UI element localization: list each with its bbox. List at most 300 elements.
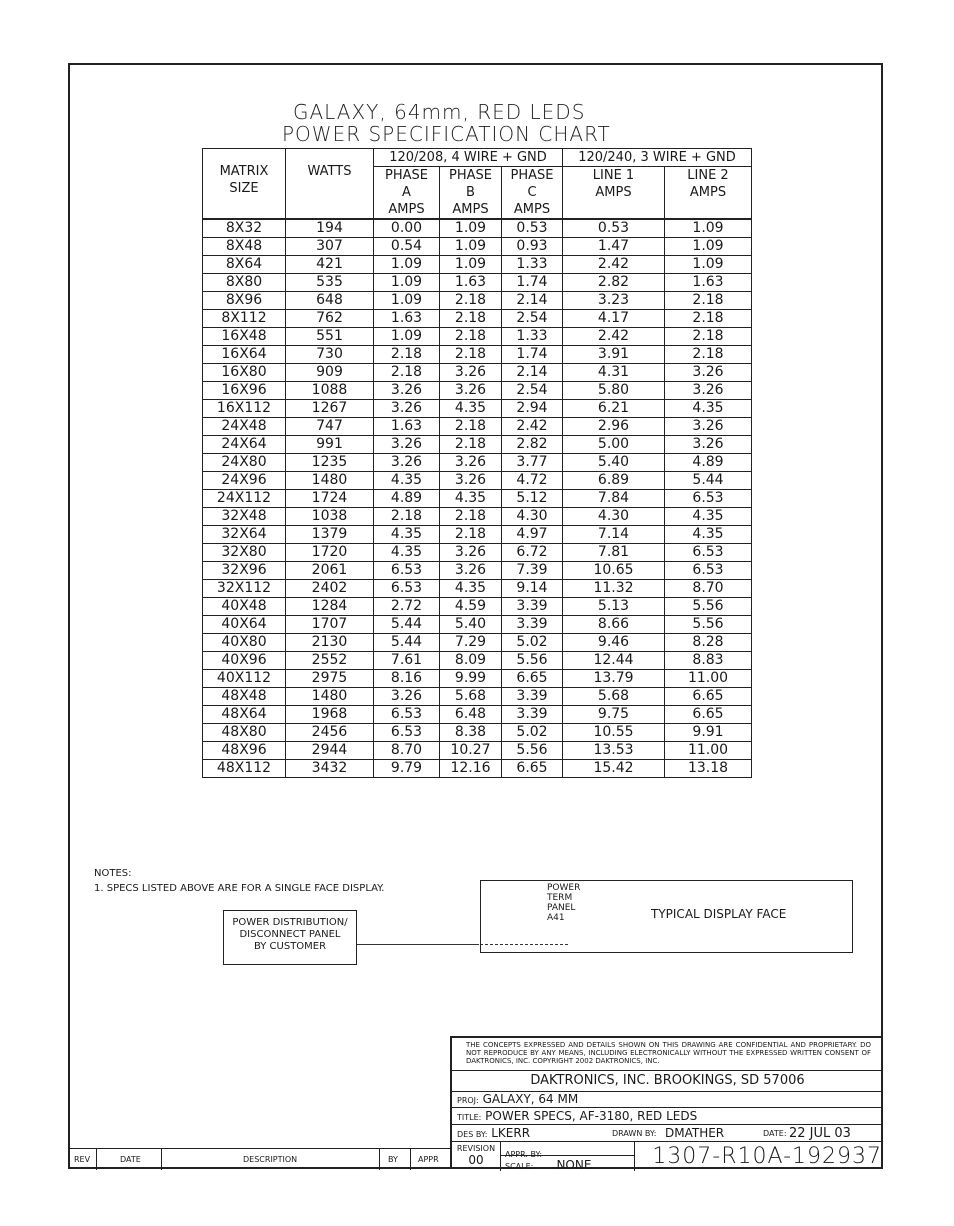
table-cell: 747: [286, 418, 374, 436]
matrix-size-cell: 24X64: [203, 436, 286, 454]
table-cell: 2.96: [563, 418, 665, 436]
table-cell: 421: [286, 256, 374, 274]
table-cell: 4.59: [440, 598, 502, 616]
table-cell: 4.17: [563, 310, 665, 328]
revision-value: 00: [468, 1153, 484, 1167]
table-row: [203, 616, 752, 634]
project-row: [452, 1091, 883, 1108]
header-line-1: LINE 1 AMPS: [563, 167, 665, 220]
table-row: [203, 400, 752, 418]
power-spec-table: [202, 148, 752, 778]
table-cell: 8.83: [665, 652, 752, 670]
connection-line: [357, 944, 479, 945]
table-cell: 6.48: [440, 706, 502, 724]
appr-label: APPR. BY:: [505, 1150, 543, 1159]
table-cell: 7.39: [502, 562, 563, 580]
table-cell: 5.00: [563, 436, 665, 454]
table-body: [203, 219, 752, 778]
table-cell: 2.82: [563, 274, 665, 292]
table-cell: 8.38: [440, 724, 502, 742]
table-row: [203, 274, 752, 292]
chart-title-line2: POWER SPECIFICATION CHART: [282, 122, 611, 146]
table-cell: 6.89: [563, 472, 665, 490]
date-label: DATE:: [763, 1129, 787, 1138]
des-label: DES BY:: [457, 1130, 488, 1139]
table-cell: 194: [286, 219, 374, 238]
table-row: [203, 508, 752, 526]
table-cell: 7.29: [440, 634, 502, 652]
table-cell: 9.91: [665, 724, 752, 742]
table-cell: 2.42: [563, 256, 665, 274]
table-cell: 1038: [286, 508, 374, 526]
matrix-size-cell: 48X48: [203, 688, 286, 706]
table-cell: 1379: [286, 526, 374, 544]
table-cell: 4.31: [563, 364, 665, 382]
table-cell: 1.33: [502, 328, 563, 346]
date-col: DATE: [120, 1155, 141, 1164]
table-cell: 3.39: [502, 706, 563, 724]
table-cell: 6.21: [563, 400, 665, 418]
table-cell: 8.09: [440, 652, 502, 670]
table-cell: 2.42: [563, 328, 665, 346]
matrix-size-cell: 24X112: [203, 490, 286, 508]
matrix-size-cell: 48X112: [203, 760, 286, 778]
table-cell: 3.26: [440, 454, 502, 472]
table-cell: 1.09: [665, 219, 752, 238]
chart-title-line1: GALAXY, 64mm, RED LEDS: [293, 100, 586, 124]
matrix-size-cell: 24X48: [203, 418, 286, 436]
description-col: DESCRIPTION: [243, 1155, 298, 1164]
table-cell: 1.47: [563, 238, 665, 256]
table-cell: 5.13: [563, 598, 665, 616]
table-cell: 15.42: [563, 760, 665, 778]
confidential-notice: THE CONCEPTS EXPRESSED AND DETAILS SHOWN ON THIS DRAWING ARE CONFIDENTIAL AND PROPRIETARY. DO NOT REPRODUCE BY ANY MEANS, INCLUDING ELECTRONICALLY WITHOUT THE EXPRESSED WRITTEN CONSENT OF DAKTRONICS, INC. COPYRIGHT 2002 DAKTRONICS, INC.: [452, 1038, 883, 1071]
table-cell: 6.65: [502, 670, 563, 688]
table-row: [203, 364, 752, 382]
matrix-size-cell: 8X112: [203, 310, 286, 328]
table-cell: 3.26: [374, 400, 440, 418]
table-cell: 4.35: [374, 472, 440, 490]
table-cell: 2.18: [440, 526, 502, 544]
table-row: [203, 490, 752, 508]
table-row: [203, 310, 752, 328]
revision-cell: [452, 1142, 501, 1171]
table-cell: 8.70: [374, 742, 440, 760]
table-cell: 2.18: [440, 418, 502, 436]
table-row: [203, 346, 752, 364]
table-cell: 9.75: [563, 706, 665, 724]
table-cell: 6.65: [502, 760, 563, 778]
table-cell: 6.53: [374, 724, 440, 742]
matrix-size-cell: 8X96: [203, 292, 286, 310]
power-distribution-panel: [223, 910, 357, 965]
appr-cell: [500, 1142, 635, 1159]
matrix-size-cell: 8X64: [203, 256, 286, 274]
table-cell: 1.09: [440, 219, 502, 238]
table-cell: 2944: [286, 742, 374, 760]
notes-heading: NOTES:: [94, 868, 132, 879]
drawing-number: 1307-R10A-192937: [652, 1144, 882, 1169]
table-cell: 3.26: [440, 544, 502, 562]
table-cell: 4.89: [374, 490, 440, 508]
table-cell: 1235: [286, 454, 374, 472]
table-cell: 8.28: [665, 634, 752, 652]
table-cell: 0.53: [563, 219, 665, 238]
table-cell: 2.18: [440, 436, 502, 454]
matrix-size-cell: 48X96: [203, 742, 286, 760]
matrix-size-cell: 48X64: [203, 706, 286, 724]
table-cell: 2.14: [502, 292, 563, 310]
scale-value: NONE: [556, 1158, 592, 1172]
table-cell: 2456: [286, 724, 374, 742]
table-cell: 2.18: [374, 364, 440, 382]
table-cell: 11.00: [665, 670, 752, 688]
table-cell: 3.26: [665, 364, 752, 382]
table-row: [203, 634, 752, 652]
table-cell: 4.30: [502, 508, 563, 526]
table-cell: 551: [286, 328, 374, 346]
table-cell: 9.99: [440, 670, 502, 688]
table-cell: 1.09: [374, 292, 440, 310]
table-cell: 6.65: [665, 706, 752, 724]
table-cell: 8.16: [374, 670, 440, 688]
table-row: [203, 598, 752, 616]
table-cell: 3.26: [374, 436, 440, 454]
display-face-label: TYPICAL DISPLAY FACE: [651, 907, 787, 921]
table-cell: 5.56: [502, 652, 563, 670]
table-cell: 3.26: [665, 418, 752, 436]
table-cell: 9.46: [563, 634, 665, 652]
table-cell: 2402: [286, 580, 374, 598]
header-matrix-size: MATRIX SIZE: [203, 149, 286, 220]
table-cell: 6.53: [665, 544, 752, 562]
table-cell: 0.53: [502, 219, 563, 238]
table-cell: 12.16: [440, 760, 502, 778]
table-cell: 4.72: [502, 472, 563, 490]
table-row: [203, 418, 752, 436]
table-cell: 7.84: [563, 490, 665, 508]
table-cell: 762: [286, 310, 374, 328]
table-cell: 1.09: [440, 256, 502, 274]
matrix-size-cell: 24X96: [203, 472, 286, 490]
matrix-size-cell: 8X80: [203, 274, 286, 292]
matrix-size-cell: 40X112: [203, 670, 286, 688]
table-row: [203, 760, 752, 778]
table-cell: 1.74: [502, 274, 563, 292]
header-phase-b: PHASE B AMPS: [440, 167, 502, 220]
matrix-size-cell: 48X80: [203, 724, 286, 742]
table-row: [203, 436, 752, 454]
table-cell: 13.18: [665, 760, 752, 778]
table-cell: 6.53: [665, 490, 752, 508]
date-value: 22 JUL 03: [789, 1126, 851, 1141]
table-cell: 9.14: [502, 580, 563, 598]
table-cell: 1.09: [374, 328, 440, 346]
table-row: [203, 256, 752, 274]
table-cell: 1720: [286, 544, 374, 562]
table-row: [203, 238, 752, 256]
table-row: [203, 670, 752, 688]
title-value: POWER SPECS, AF-3180, RED LEDS: [485, 1109, 698, 1123]
table-cell: 5.56: [502, 742, 563, 760]
table-cell: 11.00: [665, 742, 752, 760]
table-cell: 730: [286, 346, 374, 364]
table-cell: 5.02: [502, 634, 563, 652]
table-cell: 6.53: [374, 580, 440, 598]
drawn-value: DMATHER: [665, 1126, 725, 1140]
table-cell: 5.56: [665, 616, 752, 634]
table-cell: 3.26: [374, 688, 440, 706]
title-row: [452, 1108, 883, 1125]
table-cell: 5.68: [563, 688, 665, 706]
table-cell: 2.14: [502, 364, 563, 382]
table-cell: 13.53: [563, 742, 665, 760]
matrix-size-cell: 16X48: [203, 328, 286, 346]
matrix-size-cell: 40X96: [203, 652, 286, 670]
table-cell: 10.27: [440, 742, 502, 760]
matrix-size-cell: 32X64: [203, 526, 286, 544]
table-cell: 1.09: [440, 238, 502, 256]
title-block: [450, 1036, 883, 1172]
matrix-size-cell: 32X80: [203, 544, 286, 562]
table-cell: 1480: [286, 688, 374, 706]
table-cell: 5.02: [502, 724, 563, 742]
table-cell: 3.26: [665, 436, 752, 454]
scale-cell: [500, 1156, 635, 1171]
table-cell: 6.53: [374, 562, 440, 580]
note-item: 1. SPECS LISTED ABOVE ARE FOR A SINGLE FACE DISPLAY.: [94, 883, 385, 894]
matrix-size-cell: 32X48: [203, 508, 286, 526]
table-cell: 5.40: [440, 616, 502, 634]
table-row: [203, 562, 752, 580]
table-cell: 4.35: [374, 544, 440, 562]
table-row: [203, 292, 752, 310]
table-cell: 11.32: [563, 580, 665, 598]
revision-label: REVISION: [456, 1144, 496, 1153]
matrix-size-cell: 40X64: [203, 616, 286, 634]
matrix-size-cell: 16X80: [203, 364, 286, 382]
table-cell: 6.53: [374, 706, 440, 724]
table-row: [203, 382, 752, 400]
table-cell: 3432: [286, 760, 374, 778]
table-cell: 2.18: [440, 328, 502, 346]
table-cell: 2.18: [440, 292, 502, 310]
table-cell: 2.18: [665, 310, 752, 328]
table-cell: 12.44: [563, 652, 665, 670]
drawn-label: DRAWN BY:: [612, 1129, 657, 1138]
table-cell: 5.44: [374, 634, 440, 652]
table-cell: 2.18: [665, 292, 752, 310]
table-cell: 4.35: [440, 490, 502, 508]
matrix-size-cell: 8X32: [203, 219, 286, 238]
matrix-size-cell: 40X48: [203, 598, 286, 616]
table-cell: 3.23: [563, 292, 665, 310]
table-cell: 3.26: [440, 472, 502, 490]
table-cell: 3.39: [502, 598, 563, 616]
table-cell: 2.18: [374, 508, 440, 526]
table-cell: 1267: [286, 400, 374, 418]
header-watts: WATTS: [286, 149, 374, 220]
revision-block: [68, 1148, 450, 1170]
table-cell: 5.44: [374, 616, 440, 634]
table-cell: 1088: [286, 382, 374, 400]
appr-col: APPR: [418, 1155, 439, 1164]
notes: [94, 866, 384, 896]
matrix-size-cell: 16X96: [203, 382, 286, 400]
table-cell: 1.09: [374, 256, 440, 274]
table-cell: 3.39: [502, 616, 563, 634]
power-distribution-label: POWER DISTRIBUTION/ DISCONNECT PANEL BY CUSTOMER: [232, 917, 348, 952]
table-cell: 2061: [286, 562, 374, 580]
title-label: TITLE:: [457, 1113, 482, 1122]
table-cell: 3.39: [502, 688, 563, 706]
table-cell: 7.14: [563, 526, 665, 544]
table-cell: 4.97: [502, 526, 563, 544]
table-row: [203, 706, 752, 724]
table-cell: 7.61: [374, 652, 440, 670]
table-cell: 1968: [286, 706, 374, 724]
table-cell: 2552: [286, 652, 374, 670]
table-cell: 4.89: [665, 454, 752, 472]
table-cell: 10.65: [563, 562, 665, 580]
table-cell: 2.94: [502, 400, 563, 418]
table-cell: 7.81: [563, 544, 665, 562]
table-cell: 2.18: [665, 328, 752, 346]
table-cell: 0.00: [374, 219, 440, 238]
table-row: [203, 652, 752, 670]
table-cell: 0.93: [502, 238, 563, 256]
table-cell: 2130: [286, 634, 374, 652]
proj-label: PROJ:: [457, 1096, 479, 1105]
table-cell: 5.80: [563, 382, 665, 400]
table-cell: 1.09: [665, 256, 752, 274]
table-cell: 4.35: [440, 580, 502, 598]
matrix-size-cell: 16X64: [203, 346, 286, 364]
table-row: [203, 544, 752, 562]
table-cell: 2.42: [502, 418, 563, 436]
table-row: [203, 472, 752, 490]
table-cell: 2.18: [440, 310, 502, 328]
table-cell: 5.56: [665, 598, 752, 616]
table-cell: 909: [286, 364, 374, 382]
table-cell: 4.30: [563, 508, 665, 526]
table-cell: 1.09: [665, 238, 752, 256]
table-cell: 1284: [286, 598, 374, 616]
table-cell: 2.72: [374, 598, 440, 616]
table-cell: 8.70: [665, 580, 752, 598]
matrix-size-cell: 24X80: [203, 454, 286, 472]
table-cell: 991: [286, 436, 374, 454]
matrix-size-cell: 8X48: [203, 238, 286, 256]
table-cell: 1.63: [440, 274, 502, 292]
rev-col: REV: [74, 1155, 91, 1164]
scale-label: SCALE:: [505, 1162, 534, 1171]
table-cell: 2.82: [502, 436, 563, 454]
table-cell: 6.53: [665, 562, 752, 580]
table-cell: 1.63: [374, 310, 440, 328]
table-row: [203, 724, 752, 742]
matrix-size-cell: 40X80: [203, 634, 286, 652]
by-col: BY: [388, 1155, 398, 1164]
table-cell: 4.35: [665, 526, 752, 544]
table-cell: 3.91: [563, 346, 665, 364]
power-term-panel-label: POWER TERM PANEL A41: [547, 883, 581, 923]
table-cell: 3.26: [374, 382, 440, 400]
table-cell: 4.35: [665, 400, 752, 418]
proj-value: GALAXY, 64 MM: [482, 1092, 579, 1106]
table-cell: 0.54: [374, 238, 440, 256]
table-row: [203, 526, 752, 544]
table-row: [203, 454, 752, 472]
table-row: [203, 328, 752, 346]
table-cell: 2.18: [374, 346, 440, 364]
table-cell: 2.18: [440, 508, 502, 526]
table-cell: 10.55: [563, 724, 665, 742]
table-row: [203, 688, 752, 706]
designer-row: [452, 1125, 883, 1142]
company-line: DAKTRONICS, INC. BROOKINGS, SD 57006: [452, 1071, 883, 1092]
matrix-size-cell: 16X112: [203, 400, 286, 418]
table-cell: 1.74: [502, 346, 563, 364]
table-row: [203, 219, 752, 238]
table-cell: 1.33: [502, 256, 563, 274]
table-cell: 648: [286, 292, 374, 310]
table-cell: 8.66: [563, 616, 665, 634]
table-cell: 3.26: [665, 382, 752, 400]
table-cell: 13.79: [563, 670, 665, 688]
table-cell: 5.44: [665, 472, 752, 490]
table-cell: 2.18: [665, 346, 752, 364]
table-row: [203, 580, 752, 598]
table-cell: 535: [286, 274, 374, 292]
table-cell: 6.72: [502, 544, 563, 562]
table-cell: 1707: [286, 616, 374, 634]
table-cell: 1724: [286, 490, 374, 508]
table-cell: 4.35: [440, 400, 502, 418]
table-cell: 2.54: [502, 382, 563, 400]
table-cell: 3.26: [440, 364, 502, 382]
matrix-size-cell: 32X96: [203, 562, 286, 580]
table-cell: 1480: [286, 472, 374, 490]
table-cell: 6.65: [665, 688, 752, 706]
header-240-group: 120/240, 3 WIRE + GND: [563, 149, 752, 167]
table-cell: 4.35: [665, 508, 752, 526]
table-cell: 9.79: [374, 760, 440, 778]
table-row: [203, 742, 752, 760]
table-cell: 3.26: [374, 454, 440, 472]
table-cell: 307: [286, 238, 374, 256]
table-cell: 2.54: [502, 310, 563, 328]
table-cell: 5.40: [563, 454, 665, 472]
table-cell: 1.63: [665, 274, 752, 292]
table-cell: 5.12: [502, 490, 563, 508]
table-cell: 3.26: [440, 382, 502, 400]
table-cell: 1.09: [374, 274, 440, 292]
header-208-group: 120/208, 4 WIRE + GND: [374, 149, 563, 167]
table-cell: 2.18: [440, 346, 502, 364]
table-cell: 3.77: [502, 454, 563, 472]
matrix-size-cell: 32X112: [203, 580, 286, 598]
header-phase-c: PHASE C AMPS: [502, 167, 563, 220]
table-cell: 3.26: [440, 562, 502, 580]
table-cell: 5.68: [440, 688, 502, 706]
table-cell: 1.63: [374, 418, 440, 436]
des-value: LKERR: [491, 1126, 531, 1140]
table-cell: 2975: [286, 670, 374, 688]
header-phase-a: PHASE A AMPS: [374, 167, 440, 220]
header-line-2: LINE 2 AMPS: [665, 167, 752, 220]
table-cell: 4.35: [374, 526, 440, 544]
